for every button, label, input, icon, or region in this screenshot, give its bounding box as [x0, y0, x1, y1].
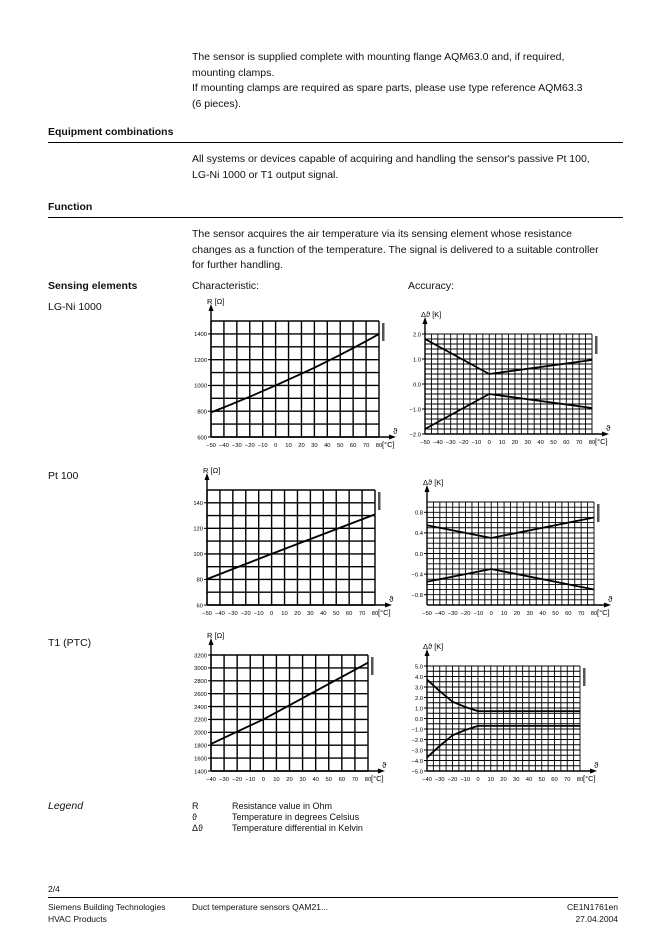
y-tick-label: 2000 — [194, 730, 207, 737]
y-tick-label: 1200 — [194, 357, 207, 364]
x-tick-label: 80 — [375, 443, 383, 449]
x-tick-label: 70 — [358, 611, 366, 617]
x-axis-unit: [°C] — [583, 774, 596, 783]
x-tick-label: 80 — [588, 440, 596, 446]
y-tick-label: 5.0 — [414, 664, 423, 671]
x-tick-label: 60 — [565, 611, 572, 617]
y-tick-label: 3.0 — [414, 685, 423, 692]
legend-text: Temperature in degrees Celsius — [232, 812, 360, 822]
figure-code-mark — [382, 323, 385, 341]
x-tick-label: −50 — [422, 611, 432, 617]
page-number: 2/4 — [48, 884, 60, 894]
x-tick-label: 20 — [294, 611, 301, 617]
x-tick-label: −20 — [460, 611, 471, 617]
y-tick-label: 2.0 — [414, 695, 423, 702]
x-tick-label: −20 — [240, 611, 251, 617]
x-tick-label: −10 — [460, 777, 471, 783]
x-tick-label: 40 — [320, 611, 327, 617]
y-axis-label: Δϑ [K] — [423, 642, 444, 651]
y-tick-label: 4.0 — [414, 674, 423, 681]
x-tick-label: 0 — [269, 611, 274, 617]
x-tick-label: −10 — [473, 611, 484, 617]
x-tick-label: 60 — [563, 440, 570, 446]
y-tick-label: 60 — [196, 603, 203, 610]
legend-symbol: R — [192, 801, 199, 811]
y-tick-label: 3200 — [194, 653, 207, 660]
chart-t1-characteristic — [194, 631, 387, 783]
x-tick-label: 0 — [476, 777, 480, 783]
y-tick-label: 0.4 — [414, 531, 423, 538]
chart-pt100-characteristic — [193, 466, 394, 617]
x-tick-label: 50 — [333, 611, 340, 617]
characteristic-label: Characteristic: — [192, 280, 260, 292]
legend-symbol: ϑ — [192, 812, 197, 822]
x-tick-label: 50 — [550, 440, 557, 446]
x-axis-unit: [°C] — [371, 774, 384, 783]
y-tick-label: 800 — [197, 409, 207, 416]
function-line: The sensor acquires the air temperature via its sensing element whose resistance — [192, 228, 572, 240]
x-axis-unit: [°C] — [597, 608, 610, 617]
y-tick-label: −1.0 — [411, 727, 423, 734]
intro-line: (6 pieces). — [192, 97, 242, 110]
legend-symbol: Δϑ — [192, 823, 203, 833]
x-tick-label: 50 — [337, 443, 344, 449]
y-tick-label: 1800 — [194, 743, 207, 750]
x-tick-label: 0 — [273, 443, 278, 449]
x-tick-label: 70 — [362, 443, 370, 449]
x-axis-label: ϑ — [382, 761, 387, 770]
x-tick-label: 0 — [487, 440, 491, 446]
function-heading: Function — [48, 201, 93, 213]
x-tick-label: 60 — [551, 777, 558, 783]
y-axis-label: Δϑ [K] — [423, 478, 444, 487]
y-tick-label: 2200 — [194, 717, 207, 724]
footer-docinfo — [567, 901, 618, 925]
x-tick-label: 20 — [298, 443, 305, 449]
y-tick-label: 120 — [193, 526, 203, 533]
function-line: changes as a function of the temperature. The signal is delivered to a suitable controller — [192, 243, 599, 256]
x-tick-label: 50 — [552, 611, 559, 617]
x-tick-label: −20 — [244, 443, 255, 449]
x-tick-label: 50 — [538, 777, 545, 783]
x-tick-label: 60 — [338, 777, 346, 783]
intro-line: If mounting clamps are required as spare parts, please use type reference AQM63.3 — [192, 82, 583, 94]
y-tick-label: 2800 — [194, 679, 207, 686]
y-tick-label: 600 — [197, 435, 207, 442]
x-tick-label: 10 — [281, 611, 288, 617]
y-tick-label: 140 — [193, 501, 203, 508]
x-tick-label: −30 — [445, 440, 456, 446]
y-tick-label: 0.8 — [414, 510, 423, 517]
x-tick-label: −30 — [434, 777, 445, 783]
y-tick-label: 1600 — [194, 756, 207, 763]
x-tick-label: −20 — [458, 440, 469, 446]
chart-lgni-characteristic — [194, 297, 398, 449]
y-axis-label: R [Ω] — [207, 297, 225, 306]
document-id: CE1N1761en — [566, 902, 618, 912]
y-axis-label: R [Ω] — [207, 631, 225, 640]
y-tick-label: −0.8 — [411, 593, 423, 599]
x-tick-label: 10 — [273, 777, 280, 783]
figure-code-mark — [597, 504, 600, 522]
y-tick-label: −2.0 — [409, 432, 421, 439]
x-tick-label: 30 — [524, 440, 531, 446]
x-tick-label: −30 — [447, 611, 458, 617]
x-axis-label: ϑ — [606, 424, 611, 433]
x-tick-label: −40 — [206, 777, 216, 783]
x-tick-label: −10 — [245, 777, 256, 783]
x-axis-unit: [°C] — [382, 440, 395, 449]
footer-divider — [48, 897, 618, 898]
x-tick-label: −30 — [231, 443, 242, 449]
x-tick-label: −10 — [257, 443, 268, 449]
function-line: for further handling. — [192, 259, 284, 271]
figure-code-mark — [378, 492, 381, 510]
y-axis-label: R [Ω] — [203, 466, 221, 475]
x-axis-unit: [°C] — [595, 437, 608, 446]
accuracy-label: Accuracy: — [408, 280, 455, 292]
x-tick-label: 40 — [312, 777, 319, 783]
y-tick-label: 2.0 — [412, 332, 421, 339]
x-axis-label: ϑ — [608, 595, 613, 604]
x-tick-label: 40 — [537, 440, 544, 446]
footer-product: Duct temperature sensors QAM21... — [192, 902, 329, 912]
x-tick-label: 70 — [351, 777, 359, 783]
y-tick-label: 0.0 — [412, 382, 421, 389]
equipment-line: LG-Ni 1000 or T1 output signal. — [192, 168, 339, 181]
x-tick-label: −40 — [422, 777, 432, 783]
y-tick-label: −2.0 — [411, 737, 423, 744]
x-tick-label: 80 — [364, 777, 372, 783]
x-tick-label: −40 — [432, 440, 443, 446]
x-tick-label: 50 — [325, 777, 332, 783]
figure-code-mark — [583, 668, 586, 686]
element-label-t1: T1 (PTC) — [48, 637, 92, 649]
y-tick-label: 0.0 — [414, 716, 423, 723]
x-tick-label: 80 — [576, 777, 584, 783]
division-name: HVAC Products — [48, 914, 107, 924]
x-tick-label: 0 — [489, 611, 493, 617]
y-tick-label: 1400 — [194, 769, 207, 776]
x-tick-label: 20 — [286, 777, 293, 783]
x-tick-label: 10 — [285, 443, 292, 449]
x-tick-label: 60 — [349, 443, 357, 449]
y-tick-label: −5.0 — [411, 769, 423, 776]
y-tick-label: 1000 — [194, 383, 207, 390]
x-tick-label: 30 — [307, 611, 314, 617]
chart-lgni-accuracy — [410, 310, 611, 446]
x-tick-label: 30 — [299, 777, 306, 783]
x-tick-label: 80 — [590, 611, 598, 617]
legend-title: Legend — [48, 800, 84, 812]
x-tick-label: 40 — [525, 777, 533, 783]
x-tick-label: −30 — [227, 611, 238, 617]
chart-t1-accuracy — [412, 642, 599, 783]
intro-line: mounting clamps. — [192, 66, 275, 79]
x-tick-label: −40 — [215, 611, 225, 617]
y-tick-label: −3.0 — [411, 748, 423, 755]
x-tick-label: 30 — [311, 443, 318, 449]
figure-code-mark — [371, 657, 374, 675]
element-label-lgni1000: LG-Ni 1000 — [48, 301, 102, 313]
x-tick-label: −50 — [420, 440, 430, 446]
x-tick-label: 20 — [500, 777, 507, 783]
x-tick-label: 10 — [500, 611, 508, 617]
x-tick-label: 70 — [575, 440, 583, 446]
x-tick-label: −10 — [253, 611, 264, 617]
y-tick-label: 100 — [193, 552, 203, 559]
x-tick-label: −40 — [434, 611, 445, 617]
y-tick-label: 1400 — [194, 332, 207, 339]
x-tick-label: 80 — [371, 611, 379, 617]
x-tick-label: 70 — [564, 777, 571, 783]
y-tick-label: −0.4 — [411, 572, 423, 579]
figure-code-mark — [595, 336, 598, 354]
x-tick-label: −20 — [447, 777, 458, 783]
x-tick-label: 30 — [513, 777, 520, 783]
equipment-heading: Equipment combinations — [48, 126, 174, 138]
x-tick-label: 30 — [526, 611, 533, 617]
y-tick-label: 2600 — [194, 691, 207, 698]
document-date: 27.04.2004 — [575, 914, 618, 924]
chart-pt100-accuracy — [412, 478, 613, 617]
y-tick-label: 3000 — [194, 666, 207, 673]
x-tick-label: 60 — [345, 611, 353, 617]
x-tick-label: −10 — [471, 440, 482, 446]
y-tick-label: 0.0 — [414, 551, 423, 558]
x-tick-label: −20 — [232, 777, 243, 783]
x-tick-label: 70 — [577, 611, 585, 617]
equipment-line: All systems or devices capable of acquiring and handling the sensor's passive Pt 100, — [192, 153, 590, 165]
legend-text: Temperature differential in Kelvin — [232, 823, 363, 833]
y-tick-label: −4.0 — [411, 758, 423, 765]
x-tick-label: 40 — [324, 443, 331, 449]
x-tick-label: 10 — [498, 440, 506, 446]
y-tick-label: 1.0 — [412, 357, 421, 364]
y-tick-label: 80 — [196, 577, 203, 584]
y-tick-label: 1.0 — [414, 706, 423, 713]
y-tick-label: 2400 — [194, 704, 207, 711]
x-axis-label: ϑ — [393, 427, 398, 436]
y-tick-label: −1.0 — [409, 407, 421, 414]
x-tick-label: 40 — [539, 611, 546, 617]
x-tick-label: −30 — [219, 777, 230, 783]
y-axis-label: Δϑ [K] — [421, 310, 442, 319]
footer-company — [48, 901, 166, 925]
element-label-pt100: Pt 100 — [48, 470, 79, 482]
x-tick-label: −50 — [202, 611, 212, 617]
x-tick-label: 20 — [511, 440, 519, 446]
legend-text: Resistance value in Ohm — [232, 801, 333, 811]
x-axis-label: ϑ — [594, 761, 599, 770]
x-tick-label: −40 — [219, 443, 229, 449]
x-tick-label: 10 — [487, 777, 494, 783]
x-tick-label: 20 — [513, 611, 521, 617]
x-tick-label: −50 — [206, 443, 216, 449]
x-axis-label: ϑ — [389, 595, 394, 604]
company-name: Siemens Building Technologies — [48, 902, 166, 912]
x-tick-label: 0 — [261, 777, 265, 783]
intro-line: The sensor is supplied complete with mounting flange AQM63.0 and, if required, — [192, 51, 565, 63]
sensing-elements-heading: Sensing elements — [48, 280, 138, 292]
x-axis-unit: [°C] — [378, 608, 391, 617]
